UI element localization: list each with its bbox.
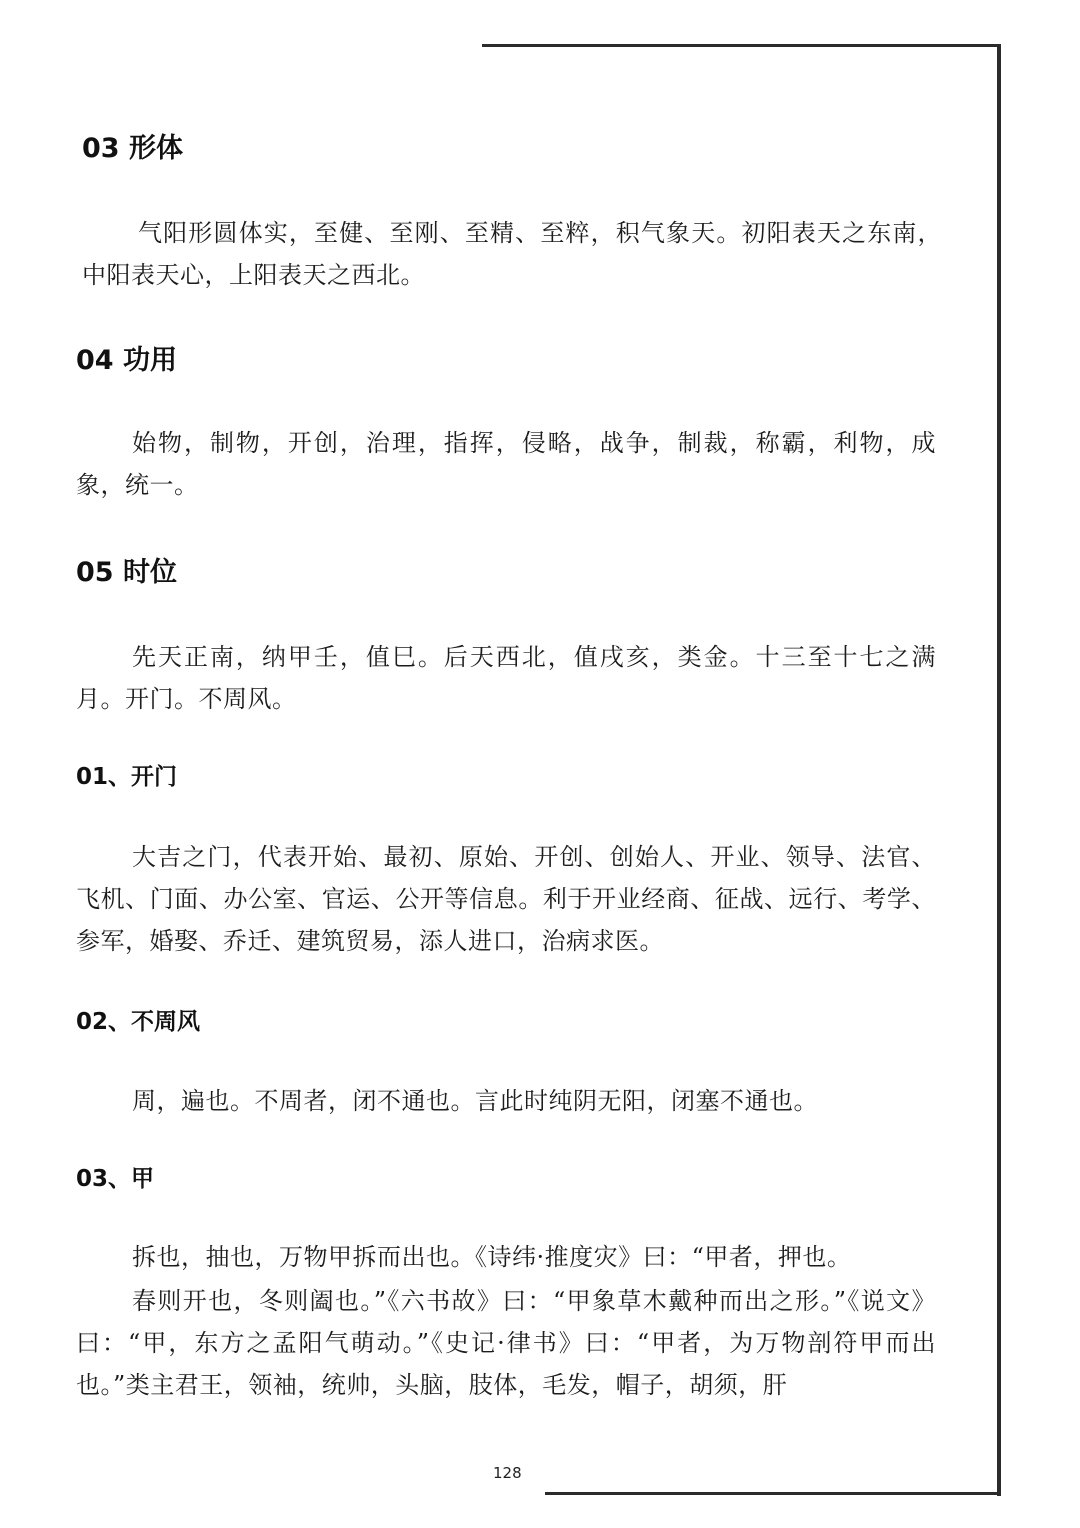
page-border-top [482, 44, 1000, 47]
page-number: 128 [493, 1464, 522, 1482]
paragraph-kaimen: 大吉之门，代表开始、最初、原始、开创、创始人、开业、领导、法官、飞机、门面、办公室、官运、公开等信息。利于开业经商、征战、远行、考学、参军，婚娶、乔迁、建筑贸易，添人进口，治病求医。 [76, 843, 936, 955]
subsection-heading-jia: 03、甲 [76, 1166, 155, 1192]
paragraph-jia-1: 拆也，抽也，万物甲拆而出也。《诗纬·推度灾》曰：“甲者，押也。 [132, 1243, 852, 1271]
paragraph-shiwei: 先天正南，纳甲壬，值巳。后天西北，值戌亥，类金。十三至十七之满月。开门。不周风。 [76, 643, 936, 713]
page-border-right [997, 44, 1001, 1496]
page-border-bottom [545, 1492, 1001, 1495]
paragraph-gongyong: 始物，制物，开创，治理，指挥，侵略，战争，制裁，称霸，利物，成象，统一。 [76, 429, 936, 499]
subsection-heading-buzhoufeng: 02、不周风 [76, 1009, 201, 1035]
section-heading-xingti: 03 形体 [82, 133, 183, 164]
subsection-heading-kaimen: 01、开门 [76, 764, 178, 790]
section-heading-gongyong: 04 功用 [76, 345, 177, 376]
paragraph-jia-2: 春则开也，冬则阖也。”《六书故》曰：“甲象草木戴种而出之形。”《说文》曰：“甲，东方之孟阳气萌动。”《史记·律书》曰：“甲者，为万物剖符甲而出也。”类主君王，领袖，统帅，头脑，肢体，毛发，帽子，胡须，肝 [76, 1287, 936, 1399]
paragraph-xingti: 气阳形圆体实，至健、至刚、至精、至粹，积气象天。初阳表天之东南，中阳表天心，上阳表天之西北。 [82, 219, 942, 289]
section-heading-shiwei: 05 时位 [76, 557, 177, 588]
paragraph-buzhoufeng: 周，遍也。不周者，闭不通也。言此时纯阴无阳，闭塞不通也。 [132, 1087, 818, 1115]
